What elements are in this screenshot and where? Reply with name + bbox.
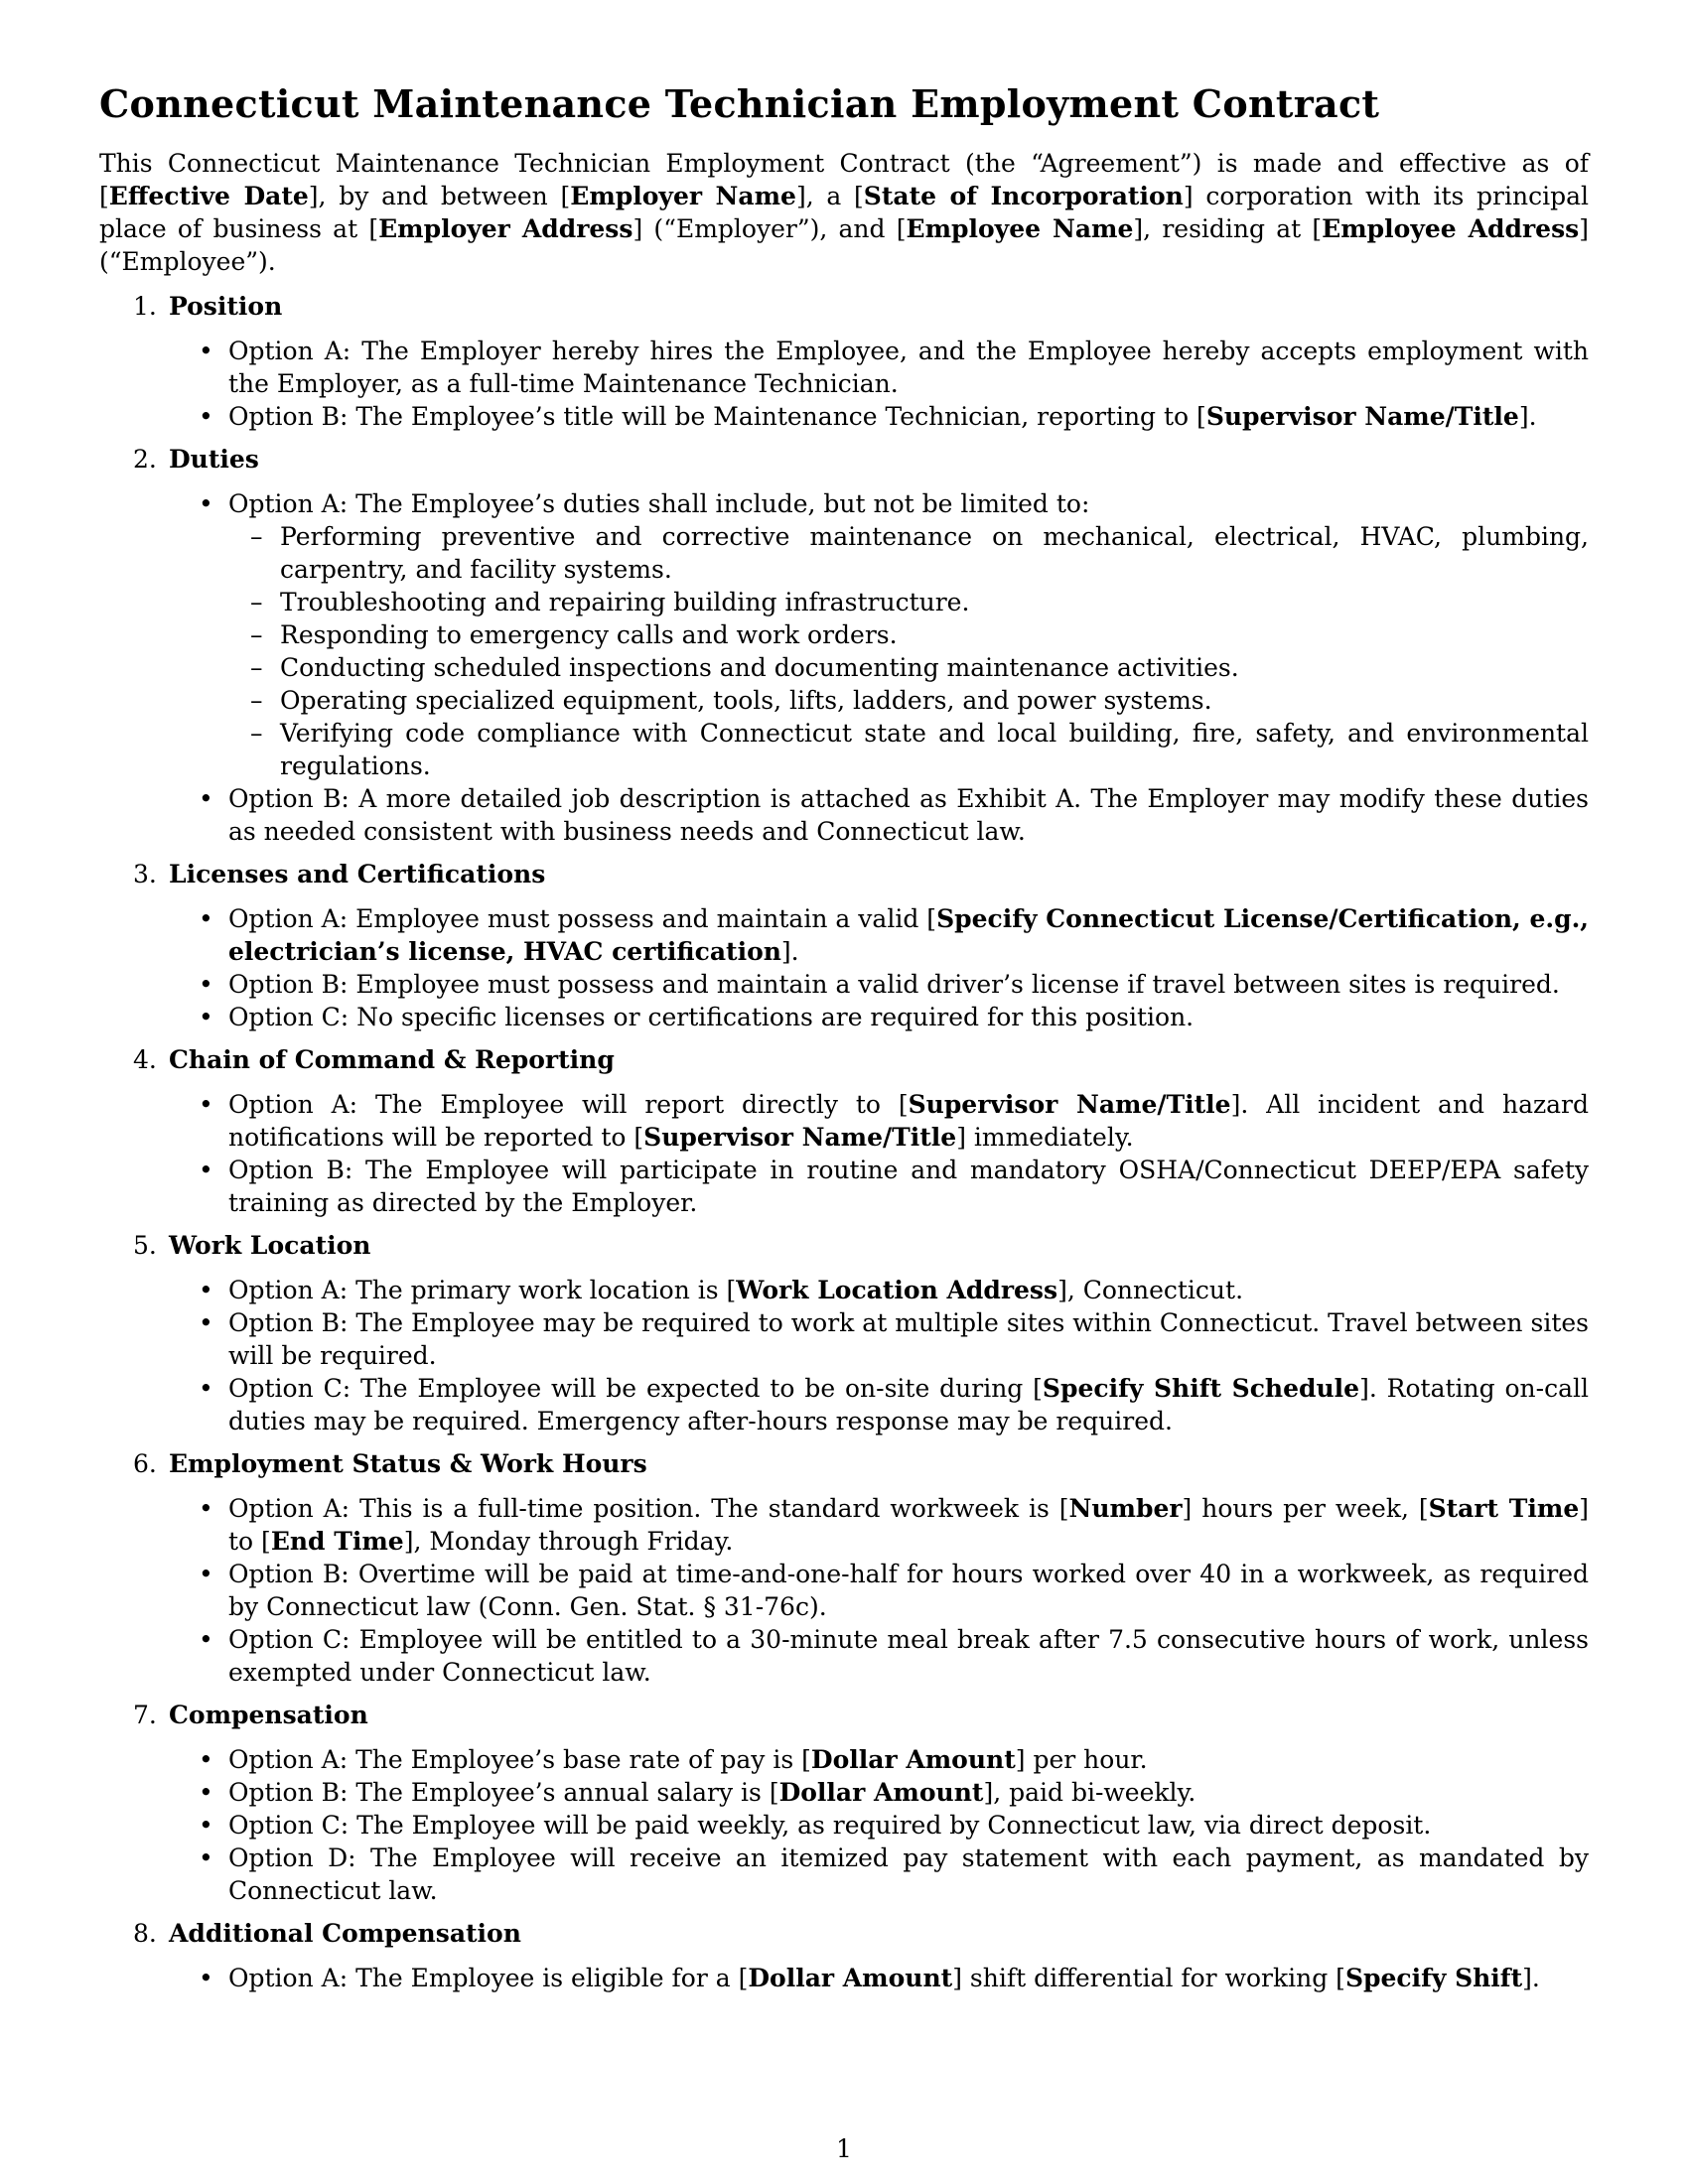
option-text: Option C: Employee will be entitled to a 30-minute meal break after 7.5 consecutive hours of work, unless exempted under Connecticut law.	[228, 1625, 1589, 1687]
section-title: Chain of Command & Reporting	[169, 1045, 615, 1074]
option-item	[169, 400, 1589, 433]
option-list	[169, 1274, 1589, 1437]
option-item	[169, 1154, 1589, 1219]
option-text: Option A: The Employee’s duties shall include, but not be limited to:	[228, 489, 1090, 518]
section-number: 5.	[133, 1231, 157, 1260]
section-number: 6.	[133, 1449, 157, 1478]
sub-item: – Troubleshooting and repairing building infrastructure.	[228, 586, 1589, 618]
section-title: Position	[169, 292, 283, 321]
option-item	[169, 1088, 1589, 1154]
option-item	[169, 902, 1589, 968]
section-title: Additional Compensation	[169, 1919, 521, 1948]
document-title: Connecticut Maintenance Technician Employment Contract	[99, 81, 1380, 126]
option-item	[169, 1492, 1589, 1558]
contract-section	[99, 1229, 1589, 1437]
sub-item: – Operating specialized equipment, tools, lifts, ladders, and power systems.	[228, 684, 1589, 717]
option-text: Option A: The Employee’s base rate of pay is [Dollar Amount] per hour.	[228, 1745, 1148, 1774]
option-item	[169, 1962, 1589, 1994]
option-item	[169, 968, 1589, 1001]
option-list	[169, 335, 1589, 433]
option-item	[169, 487, 1589, 782]
option-text: Option A: The Employee is eligible for a [Dollar Amount] shift differential for working [Specify Shift].	[228, 1964, 1540, 1992]
option-list	[169, 1743, 1589, 1907]
option-text: Option B: Overtime will be paid at time-and-one-half for hours worked over 40 in a workweek, as required by Connecticut law (Conn. Gen. Stat. § 31-76c).	[228, 1560, 1589, 1621]
option-text: Option A: This is a full-time position. The standard workweek is [Number] hours per week, [Start Time] to [End Time], Monday through Friday.	[228, 1494, 1589, 1556]
section-title: Compensation	[169, 1701, 368, 1729]
contract-section	[99, 443, 1589, 848]
option-item	[169, 1274, 1589, 1306]
option-list	[169, 1492, 1589, 1689]
section-title: Employment Status & Work Hours	[169, 1449, 647, 1478]
option-text: Option B: The Employee will participate in routine and mandatory OSHA/Connecticut DEEP/EPA safety training as directed by the Employer.	[228, 1156, 1589, 1217]
contract-section	[99, 1917, 1589, 1994]
section-number: 8.	[133, 1919, 157, 1948]
option-list	[169, 487, 1589, 848]
contract-section	[99, 858, 1589, 1033]
option-item	[169, 1372, 1589, 1437]
option-text: Option B: Employee must possess and maintain a valid driver’s license if travel between sites is required.	[228, 970, 1560, 999]
option-list	[169, 902, 1589, 1033]
sub-item: – Conducting scheduled inspections and documenting maintenance activities.	[228, 651, 1589, 684]
option-text: Option B: The Employee may be required to work at multiple sites within Connecticut. Travel between sites will be required.	[228, 1308, 1589, 1370]
sub-item: – Verifying code compliance with Connecticut state and local building, fire, safety, and environmental regulations.	[228, 717, 1589, 782]
sub-item: – Performing preventive and corrective maintenance on mechanical, electrical, HVAC, plumbing, carpentry, and facility systems.	[228, 520, 1589, 586]
section-title: Licenses and Certifications	[169, 860, 546, 888]
option-text: Option A: Employee must possess and maintain a valid [Specify Connecticut License/Certification, e.g., electrician’s license, HVAC certification].	[228, 904, 1589, 966]
option-text: Option C: The Employee will be paid weekly, as required by Connecticut law, via direct deposit.	[228, 1811, 1432, 1840]
intro-paragraph: This Connecticut Maintenance Technician Employment Contract (the “Agreement”) is made and effective as of [Effective Date], by and between [Employer Name], a [State of Incorporation] corporation with its principal place of business at [Employer Address] (“Employer”), and [Employee Name], residing at [Employee Address] (“Employee”).	[99, 149, 1590, 276]
option-item	[169, 1809, 1589, 1842]
option-text: Option A: The Employer hereby hires the Employee, and the Employee hereby accepts employment with the Employer, as a full-time Maintenance Technician.	[228, 337, 1589, 398]
sub-item: – Responding to emergency calls and work orders.	[228, 618, 1589, 651]
option-item	[169, 1001, 1589, 1033]
option-text: Option D: The Employee will receive an itemized pay statement with each payment, as mandated by Connecticut law.	[228, 1843, 1589, 1905]
option-text: Option C: The Employee will be expected to be on-site during [Specify Shift Schedule]. Rotating on-call duties may be required. Emergency after-hours response may be required.	[228, 1374, 1589, 1435]
option-list	[169, 1962, 1589, 1994]
option-text: Option B: The Employee’s title will be Maintenance Technician, reporting to [Supervisor Name/Title].	[228, 402, 1537, 431]
contract-section	[99, 1043, 1589, 1219]
section-number: 2.	[133, 445, 157, 474]
option-text: Option B: A more detailed job description is attached as Exhibit A. The Employer may modify these duties as needed consistent with business needs and Connecticut law.	[228, 784, 1589, 846]
option-item	[169, 1558, 1589, 1623]
page-number: 1	[836, 2134, 852, 2163]
section-number: 4.	[133, 1045, 157, 1074]
option-item	[169, 1842, 1589, 1907]
option-item	[169, 1743, 1589, 1776]
option-list	[169, 1088, 1589, 1219]
section-title: Work Location	[169, 1231, 371, 1260]
section-number: 3.	[133, 860, 157, 888]
option-item	[169, 335, 1589, 400]
sub-item-list	[228, 520, 1589, 782]
section-number: 1.	[133, 292, 157, 321]
contract-section	[99, 1447, 1589, 1689]
section-list	[99, 290, 1589, 1994]
document-page	[99, 81, 1589, 2004]
contract-section	[99, 1699, 1589, 1907]
option-text: Option B: The Employee’s annual salary is [Dollar Amount], paid bi-weekly.	[228, 1778, 1196, 1807]
option-text: Option A: The primary work location is [Work Location Address], Connecticut.	[228, 1276, 1244, 1304]
option-item	[169, 782, 1589, 848]
option-item	[169, 1776, 1589, 1809]
section-title: Duties	[169, 445, 259, 474]
option-item	[169, 1623, 1589, 1689]
option-item	[169, 1306, 1589, 1372]
option-text: Option A: The Employee will report directly to [Supervisor Name/Title]. All incident and hazard notifications will be reported to [Supervisor Name/Title] immediately.	[228, 1090, 1589, 1152]
contract-section	[99, 290, 1589, 433]
option-text: Option C: No specific licenses or certifications are required for this position.	[228, 1003, 1195, 1031]
section-number: 7.	[133, 1701, 157, 1729]
